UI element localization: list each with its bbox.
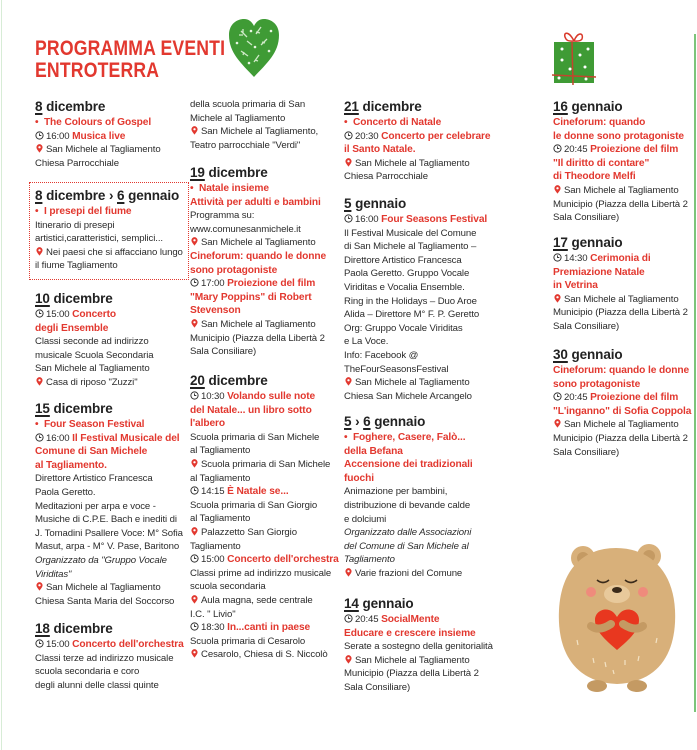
location-text: San Michele al Tagliamento: [355, 377, 470, 389]
event-title-text: Il Festival Musicale del: [72, 432, 180, 444]
location-text: San Michele al Tagliamento: [564, 184, 679, 196]
event-description: al Tagliamento: [190, 445, 251, 457]
event-location: [553, 418, 691, 432]
event-description: della scuola primaria di San: [190, 99, 306, 110]
event-title-text: I presepi del fiume: [43, 206, 132, 217]
location-text: San Michele al Tagliamento: [564, 293, 679, 305]
event-title-text: di Theodore Melfi: [553, 171, 636, 183]
event-time: [190, 621, 339, 635]
event-description: degli alunni delle classi quinte: [35, 679, 159, 691]
event-title-text: della Befana: [344, 445, 403, 457]
event-description: Teatro parrocchiale "Verdi": [190, 139, 301, 151]
event-title-text: Cineforum: quando le donne: [190, 250, 327, 262]
bullet-dot: •: [35, 419, 44, 430]
event-description: Alida – Direttore M° F. P. Geretto: [344, 309, 480, 321]
date-day: 14: [344, 596, 359, 611]
location-text: Nei paesi che si affacciano lungo: [46, 246, 183, 258]
clock-icon: [35, 433, 46, 444]
clock-icon: [35, 639, 46, 650]
event-title-text: Proiezione del film: [590, 144, 679, 156]
event-date: [553, 98, 688, 115]
event-title-text: Cineforum: quando le donne: [553, 365, 690, 376]
event-time: [190, 485, 339, 499]
event-date: [190, 164, 326, 181]
event-time: [190, 553, 339, 567]
date-month: dicembre: [42, 99, 106, 114]
date-day: 5: [344, 414, 352, 429]
event-location: [344, 567, 473, 581]
time-value: 14:30: [564, 253, 588, 264]
event-title-text: le donne sono protagoniste: [553, 130, 684, 142]
event-location: [35, 143, 161, 157]
event-date: [35, 620, 184, 637]
date-day: 17: [553, 235, 568, 250]
event-time: [344, 613, 493, 627]
clock-icon: [190, 278, 201, 289]
clock-icon: [190, 554, 201, 565]
clock-icon: [190, 486, 201, 497]
event-title: [35, 116, 161, 130]
event-title-text: Cineforum: quando: [553, 117, 646, 128]
location-text: San Michele al Tagliamento: [355, 157, 470, 169]
event-entry: [190, 372, 339, 662]
event-title-text: sono protagoniste: [190, 264, 278, 276]
bullet-dot: •: [190, 183, 199, 194]
map-pin-icon: [553, 294, 564, 305]
event-description: Direttore Artistico Francesca: [344, 254, 462, 266]
event-description: Municipio (Piazza della Libertà 2: [553, 198, 688, 210]
clock-icon: [35, 309, 46, 320]
map-pin-icon: [35, 247, 46, 258]
location-text: Casa di riposo "Zuzzi": [46, 376, 138, 388]
event-location: [190, 236, 326, 250]
event-description: Chiesa Santa Maria del Soccorso: [35, 595, 175, 607]
event-entry: [35, 400, 183, 608]
time-value: 15:00: [46, 309, 70, 320]
event-title-text: Comune di San Michele: [35, 446, 148, 458]
event-entry: [344, 98, 490, 184]
map-pin-icon: [190, 459, 201, 470]
date-day: 5: [344, 196, 352, 211]
event-location: [190, 526, 339, 540]
event-entry: [344, 413, 473, 581]
event-location: [35, 581, 183, 595]
event-location: [190, 648, 339, 662]
event-description: Serate a sostegno della genitorialità: [344, 641, 493, 653]
date-day: 6: [363, 414, 371, 429]
event-title-text: Attività per adulti e bambini: [190, 196, 321, 208]
event-description: Paola Geretto. Gruppo Vocale: [344, 268, 470, 280]
event-description: Programma su:: [190, 210, 255, 222]
event-entry: [35, 620, 184, 692]
event-description: di San Michele al Tagliamento –: [344, 241, 477, 253]
event-title-text: Proiezione del film: [227, 278, 316, 290]
map-pin-icon: [344, 568, 355, 579]
event-title-text: Premiazione Natale: [553, 266, 645, 278]
event-title-text: Concerto dell'orchestra: [227, 554, 339, 566]
organizer-note: del Comune di San Michele al: [344, 540, 469, 552]
event-title: [190, 182, 326, 196]
date-month: gennaio: [567, 347, 623, 362]
time-value: 17:00: [201, 278, 225, 290]
date-day: 16: [553, 99, 568, 114]
event-location: [553, 293, 688, 307]
date-month: dicembre: [49, 621, 113, 636]
event-description: Info: Facebook @: [344, 349, 419, 361]
event-title-text: "Mary Poppins" di Robert: [190, 291, 312, 303]
clock-icon: [553, 392, 564, 403]
event-time: [190, 390, 339, 404]
event-location: [190, 594, 339, 608]
time-value: 14:15: [201, 486, 225, 498]
event-description: musicale Scuola Secondaria: [35, 349, 154, 361]
event-title: [344, 431, 473, 445]
date-month: gennaio: [358, 596, 414, 611]
right-border-line: [694, 34, 696, 712]
event-location: [35, 246, 183, 260]
organizer-note: Organizzato dalle Associazioni: [344, 527, 472, 539]
event-description: Scuola primaria di San Giorgio: [190, 499, 318, 511]
event-time: [190, 277, 326, 291]
date-month: gennaio: [124, 188, 180, 203]
event-title-text: Cerimonia di: [590, 253, 651, 264]
location-text: San Michele al Tagliamento: [46, 582, 161, 594]
clock-icon: [35, 131, 46, 142]
event-description: Municipio (Piazza della Libertà 2: [344, 668, 479, 680]
left-border-line: [1, 0, 2, 750]
event-description: I.C. " Livio": [190, 608, 236, 620]
event-time: [35, 432, 183, 446]
event-description: Animazione per bambini,: [344, 486, 448, 498]
bullet-dot: •: [35, 206, 44, 217]
event-description: J. Tomadini Psallere Voce: M° Sofia: [35, 527, 183, 539]
clock-icon: [190, 391, 201, 402]
time-value: 20:30: [355, 130, 379, 142]
location-text: San Michele al Tagliamento: [355, 654, 470, 666]
event-title-text: "Il diritto di contare": [553, 157, 650, 169]
event-description: artistici,caratteristici, semplici...: [35, 233, 163, 245]
bullet-dot: •: [344, 117, 353, 128]
event-description: Sala Consiliare): [553, 212, 620, 224]
event-title-text: Educare e crescere insieme: [344, 627, 476, 639]
event-description: scuola secondaria e coro: [35, 666, 140, 678]
event-entry: [35, 98, 161, 170]
event-date: [553, 234, 688, 251]
event-title-text: Concerto: [72, 309, 117, 320]
event-date: [553, 346, 691, 363]
event-title: [35, 418, 183, 432]
event-description: Municipio (Piazza della Libertà 2: [553, 307, 688, 319]
event-date: [344, 98, 490, 115]
clock-icon: [553, 144, 564, 155]
map-pin-icon: [553, 185, 564, 196]
event-location: [344, 157, 490, 171]
event-title: [344, 116, 490, 130]
event-title-text: Natale insieme: [198, 183, 269, 194]
map-pin-icon: [344, 158, 355, 169]
event-description: Sala Consiliare): [344, 681, 411, 693]
map-pin-icon: [344, 655, 355, 666]
event-description: al Tagliamento: [190, 472, 251, 484]
date-day: 8: [35, 188, 43, 203]
title-line-1: PROGRAMMA EVENTI: [35, 37, 226, 60]
event-description: San Michele al Tagliamento: [35, 363, 150, 375]
event-description: Classi terze ad indirizzo musicale: [35, 652, 174, 664]
date-month: dicembre: [49, 401, 113, 416]
location-text: San Michele al Tagliamento,: [201, 126, 319, 138]
event-description: Itinerario di presepi: [35, 219, 115, 231]
event-title-text: l'albero: [190, 418, 226, 430]
event-description: Sala Consiliare): [553, 446, 620, 458]
event-description: TheFourSeasonsFestival: [344, 363, 449, 375]
event-date: [344, 413, 473, 430]
event-entry: [35, 290, 153, 390]
event-title-text: Volando sulle note: [227, 391, 316, 402]
organizer-note: Viriditas": [35, 568, 72, 580]
date-month: dicembre: [204, 165, 268, 180]
event-location: [190, 458, 339, 472]
event-description: Direttore Artistico Francesca: [35, 473, 153, 485]
map-pin-icon: [190, 595, 201, 606]
event-description: Chiesa Parrocchiale: [35, 157, 119, 169]
time-value: 20:45: [355, 614, 379, 625]
event-entry: [190, 98, 318, 152]
date-month: dicembre: [49, 291, 113, 306]
event-date: [344, 595, 493, 612]
event-time: [553, 143, 688, 157]
event-title-text: The Colours of Gospel: [43, 117, 152, 128]
map-pin-icon: [344, 377, 355, 388]
event-date: [344, 195, 487, 212]
event-title-text: Stevenson: [190, 305, 241, 317]
bullet-dot: •: [35, 117, 44, 128]
time-value: 18:30: [201, 622, 225, 634]
event-location: [35, 376, 153, 390]
event-time: [35, 308, 153, 322]
event-title-text: SocialMente: [381, 614, 440, 625]
event-description: Chiesa Parrocchiale: [344, 171, 428, 183]
map-pin-icon: [190, 319, 201, 330]
date-month: gennaio: [370, 414, 426, 429]
date-month: gennaio: [567, 235, 623, 250]
event-description: Org: Gruppo Vocale Viriditas: [344, 322, 463, 334]
event-description: Scuola primaria di San Michele: [190, 431, 320, 443]
event-description: al Tagliamento: [190, 513, 251, 525]
event-date: [35, 187, 183, 204]
event-time: [35, 130, 161, 144]
date-day: 6: [117, 188, 125, 203]
time-value: 20:45: [564, 392, 588, 404]
location-text: Aula magna, sede centrale: [201, 594, 313, 606]
event-title-text: Concerto di Natale: [352, 117, 442, 128]
event-date: [35, 290, 153, 307]
clock-icon: [344, 131, 355, 142]
event-location: [190, 318, 326, 332]
event-description: il fiume Tagliamento: [35, 260, 118, 272]
event-description: Masut, arpa - M° V. Pase, Baritono: [35, 541, 180, 553]
location-text: San Michele al Tagliamento: [201, 318, 316, 330]
event-time: [344, 130, 490, 144]
map-pin-icon: [553, 419, 564, 430]
date-day: 15: [35, 401, 50, 416]
time-value: 10:30: [201, 391, 225, 402]
event-title: [35, 205, 183, 219]
event-date: [35, 98, 161, 115]
event-entry: [553, 346, 691, 459]
map-pin-icon: [35, 582, 46, 593]
event-entry: [29, 182, 189, 280]
event-title-text: Foghere, Casere, Falò...: [352, 432, 466, 443]
clock-icon: [553, 253, 564, 264]
time-value: 15:00: [46, 639, 70, 650]
time-value: 16:00: [355, 214, 379, 225]
event-title-text: al Tagliamento.: [35, 459, 107, 471]
green-heart-icon: [227, 17, 281, 79]
bullet-dot: •: [344, 432, 353, 443]
event-description: Municipio (Piazza della Libertà 2: [553, 432, 688, 444]
event-title-text: Four Seasons Festival: [381, 214, 488, 225]
clock-icon: [190, 622, 201, 633]
clock-icon: [344, 614, 355, 625]
organizer-note: Organizzato da "Gruppo Vocale: [35, 554, 167, 566]
event-description: Tagliamento: [190, 540, 241, 552]
event-description: Municipio (Piazza della Libertà 2: [190, 332, 325, 344]
event-description: Il Festival Musicale del Comune: [344, 227, 477, 239]
location-text: San Michele al Tagliamento: [46, 144, 161, 156]
event-description: Scuola primaria di Cesarolo: [190, 635, 306, 647]
map-pin-icon: [190, 527, 201, 538]
event-entry: [344, 195, 487, 403]
location-text: Cesarolo, Chiesa di S. Niccolò: [201, 649, 328, 661]
date-day: 30: [553, 347, 568, 362]
event-title-text: Four Season Festival: [43, 419, 145, 430]
location-text: Varie frazioni del Comune: [355, 567, 463, 579]
page-title: [35, 38, 225, 82]
event-description: Musiche di C.P.E. Bach e inediti di: [35, 514, 177, 526]
date-month: gennaio: [567, 99, 623, 114]
time-value: 16:00: [46, 432, 70, 444]
event-location: [344, 376, 487, 390]
event-title-text: degli Ensemble: [35, 322, 109, 334]
map-pin-icon: [190, 237, 201, 248]
event-location: [190, 125, 318, 139]
event-title-text: Concerto per celebrare: [381, 130, 491, 142]
event-title-text: Accensione dei tradizionali: [344, 459, 473, 471]
time-value: 15:00: [201, 554, 225, 566]
event-description: distribuzione di bevande calde: [344, 499, 471, 511]
time-value: 20:45: [564, 144, 588, 156]
event-entry: [190, 164, 326, 359]
event-title-text: Musica live: [72, 130, 126, 142]
event-location: [344, 654, 493, 668]
date-month: gennaio: [351, 196, 407, 211]
location-text: Palazzetto San Giorgio: [201, 526, 297, 538]
location-text: San Michele al Tagliamento: [564, 419, 679, 431]
event-description: e La Voce.: [344, 336, 389, 348]
event-description: Michele al Tagliamento: [190, 112, 286, 124]
event-description: e dolciumi: [344, 513, 387, 525]
event-description: www.comunesanmichele.it: [190, 223, 301, 235]
event-description: Classi prime ad indirizzo musicale: [190, 567, 332, 579]
map-pin-icon: [35, 144, 46, 155]
event-title-text: In...canti in paese: [227, 622, 311, 634]
date-month: dicembre: [358, 99, 422, 114]
event-title-text: "L'inganno" di Sofia Coppola: [553, 405, 692, 417]
date-day: 19: [190, 165, 205, 180]
event-time: [35, 638, 184, 652]
date-day: 10: [35, 291, 50, 306]
event-entry: [553, 98, 688, 225]
map-pin-icon: [35, 377, 46, 388]
event-description: Chiesa San Michele Arcangelo: [344, 390, 472, 402]
event-title-text: fuochi: [344, 472, 374, 484]
event-description: scuola secondaria: [190, 581, 266, 593]
event-time: [553, 391, 691, 405]
location-text: Scuola primaria di San Michele: [201, 458, 331, 470]
event-entry: [344, 595, 493, 695]
date-day: 18: [35, 621, 50, 636]
event-description: Ring in the Holidays – Duo Aroe: [344, 295, 477, 307]
event-date: [35, 400, 183, 417]
date-month: dicembre ›: [42, 188, 117, 203]
time-value: 16:00: [46, 130, 70, 142]
event-date: [190, 372, 339, 389]
organizer-note: Tagliamento: [344, 554, 395, 566]
bear-holding-heart-illustration: [553, 540, 683, 700]
event-description: Sala Consiliare): [190, 346, 257, 358]
event-title-text: del Natale... un libro sotto: [190, 404, 312, 416]
event-description: Paola Geretto.: [35, 486, 96, 498]
event-description: Classi seconde ad indirizzo: [35, 336, 149, 348]
event-description: Sala Consiliare): [553, 320, 620, 332]
event-title-text: Proiezione del film: [590, 392, 679, 404]
date-month: ›: [351, 414, 364, 429]
map-pin-icon: [190, 126, 201, 137]
event-title-text: È Natale se...: [227, 486, 289, 498]
map-pin-icon: [190, 649, 201, 660]
event-time: [553, 252, 688, 266]
clock-icon: [344, 214, 355, 225]
title-line-2: ENTROTERRA: [35, 59, 160, 82]
date-day: 8: [35, 99, 43, 114]
event-description: Meditazioni per arpa e voce -: [35, 500, 156, 512]
event-title-text: in Vetrina: [553, 280, 598, 292]
event-title-text: il Santo Natale.: [344, 144, 416, 156]
date-day: 21: [344, 99, 359, 114]
event-location: [553, 184, 688, 198]
event-title-text: sono protagoniste: [553, 378, 641, 390]
location-text: San Michele al Tagliamento: [201, 237, 316, 249]
gift-box-icon: [552, 27, 598, 87]
event-entry: [553, 234, 688, 334]
event-time: [344, 213, 487, 227]
date-month: dicembre: [204, 373, 268, 388]
event-description: Viriditas e Vocalia Ensemble.: [344, 281, 465, 293]
date-day: 20: [190, 373, 205, 388]
event-title-text: Concerto dell'orchestra: [72, 639, 184, 650]
